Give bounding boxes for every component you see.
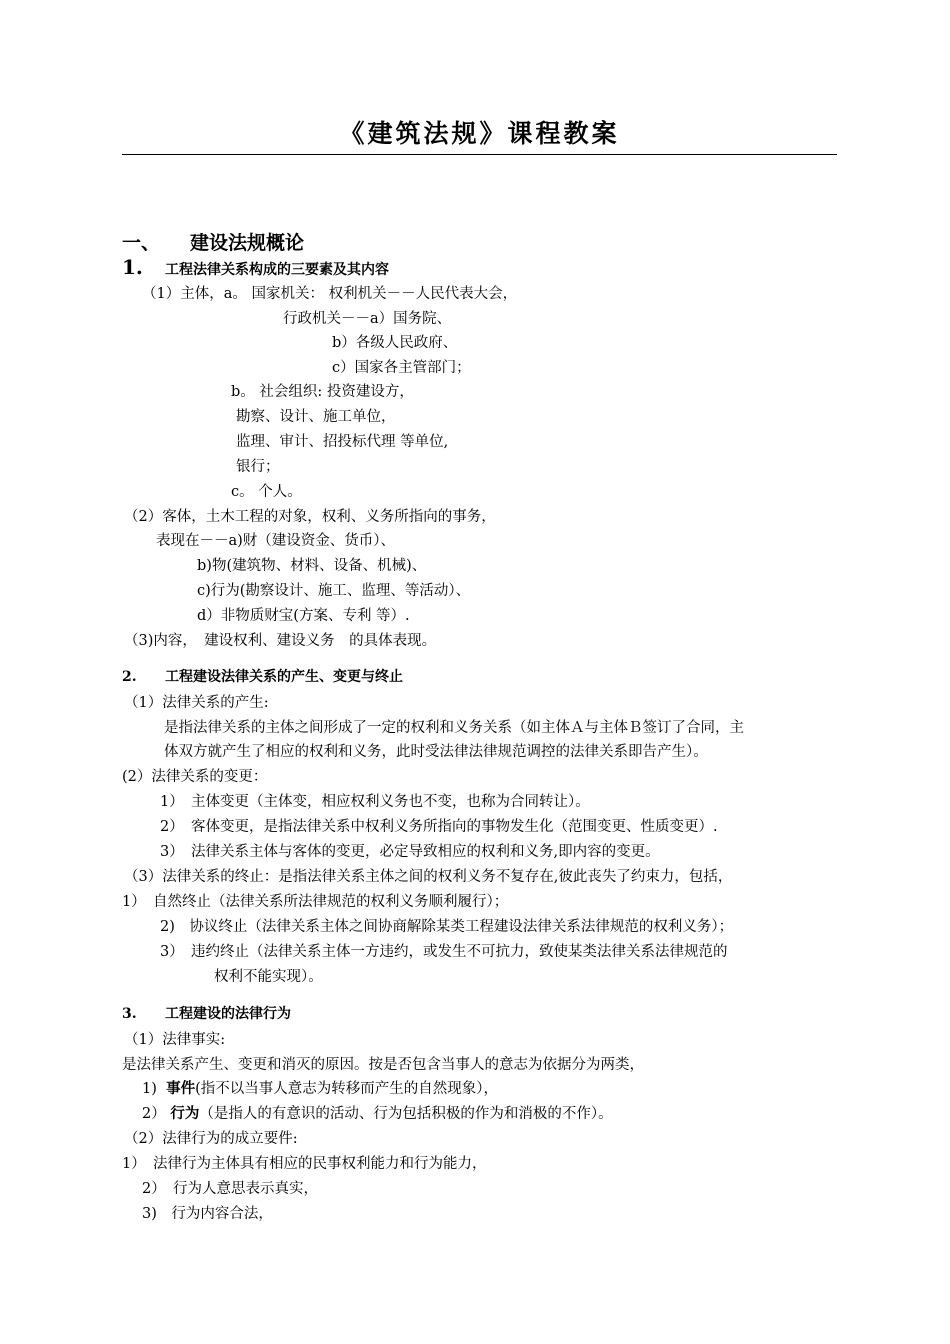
term-action: 行为 xyxy=(170,1105,200,1122)
item-text: (指不以当事人意志为转移而产生的自然现象）， xyxy=(195,1081,499,1097)
section-heading: 建设法规概论 xyxy=(190,232,305,254)
subsection-1-number: 1. xyxy=(122,255,143,279)
text-line: （2）客体，土木工程的对象，权利、义务所指向的事务， xyxy=(124,509,496,525)
document-title: 《建筑法规》课程教案 xyxy=(339,119,620,148)
item-number: 1) xyxy=(142,1081,157,1097)
text-line: 2) 协议终止（法律关系主体之间协商解除某类工程建设法律关系法律规范的权利义务）； xyxy=(160,919,734,935)
text-line: c。 个人。 xyxy=(231,484,302,500)
text-line: 3） 法律关系主体与客体的变更，必定导致相应的权利和义务,即内容的变更。 xyxy=(160,844,660,860)
text-line: （3）法律关系的终止：是指法律关系主体之间的权利义务不复存在,彼此丧失了约束力，包括， xyxy=(124,869,733,885)
list-item xyxy=(142,1103,613,1125)
title-underline xyxy=(122,154,837,155)
text-line: （2）法律行为的成立要件: xyxy=(124,1131,298,1147)
text-line: 体双方就产生了相应的权利和义务，此时受法律法律规范调控的法律关系即告产生）。 xyxy=(164,744,708,760)
text-line: （1）主体，a。 国家机关： 权利机关－－人民代表大会， xyxy=(142,286,518,302)
text-line: b。 社会组织: 投资建设方， xyxy=(231,384,414,400)
text-line: 1） 自然终止（法律关系所法律规范的权利义务顺利履行）； xyxy=(122,894,509,910)
subsection-3-number: 3. xyxy=(122,1006,137,1022)
text-line: （1）法律事实: xyxy=(124,1032,226,1048)
text-line: b)物(建筑物、材料、设备、机械)、 xyxy=(197,558,427,574)
text-line: 3） 违约终止（法律关系主体一方违约，或发生不可抗力，致使某类法律关系法律规范的 xyxy=(160,944,728,960)
subsection-1-heading: 工程法律关系构成的三要素及其内容 xyxy=(165,262,389,278)
text-line: (2）法律关系的变更： xyxy=(122,769,268,785)
text-line: 是指法律关系的主体之间形成了一定的权利和义务关系（如主体Ａ与主体Ｂ签订了合同，主 xyxy=(164,720,744,736)
section-number: 一、 xyxy=(122,232,161,254)
text-line: 勘察、设计、施工单位， xyxy=(236,409,396,425)
subsection-3-heading: 工程建设的法律行为 xyxy=(165,1006,291,1022)
item-number: 2） xyxy=(142,1106,166,1122)
text-line: d）非物质财宝(方案、专利 等）. xyxy=(197,608,410,624)
text-line: 1） 主体变更（主体变，相应权利义务也不变，也称为合同转让）。 xyxy=(160,794,590,810)
text-line: 2） 行为人意思表示真实， xyxy=(142,1181,318,1197)
subsection-2-heading: 工程建设法律关系的产生、变更与终止 xyxy=(165,669,403,685)
item-text: （是指人的有意识的活动、行为包括积极的作为和消极的不作）。 xyxy=(199,1106,613,1122)
text-line: 是法律关系产生、变更和消灭的原因。按是否包含当事人的意志为依据分为两类， xyxy=(122,1057,644,1073)
text-line: c)行为(勘察设计、施工、监理、等活动）、 xyxy=(197,583,471,599)
text-line: 表现在－－a)财（建设资金、货币）、 xyxy=(156,533,396,549)
text-line: 1） 法律行为主体具有相应的民事权利能力和行为能力， xyxy=(122,1156,487,1172)
text-line: 权利不能实现）。 xyxy=(214,969,323,985)
term-event: 事件 xyxy=(166,1080,196,1097)
text-line: b）各级人民政府、 xyxy=(332,335,458,351)
text-line: 3) 行为内容合法， xyxy=(142,1206,273,1222)
text-line: 银行； xyxy=(236,459,280,475)
text-line: c）国家各主管部门； xyxy=(332,360,471,376)
text-line: （1）法律关系的产生: xyxy=(124,695,269,711)
text-line: 2） 客体变更，是指法律关系中权利义务所指向的事物发生化（范围变更、性质变更）. xyxy=(160,819,718,835)
text-line: （3)内容， 建设权利、建设义务 的具体表现。 xyxy=(124,633,437,649)
text-line: 行政机关－－a）国务院、 xyxy=(283,311,452,327)
list-item xyxy=(142,1078,498,1100)
text-line: 监理、审计、招投标代理 等单位, xyxy=(236,434,449,450)
subsection-2-number: 2. xyxy=(122,669,137,685)
